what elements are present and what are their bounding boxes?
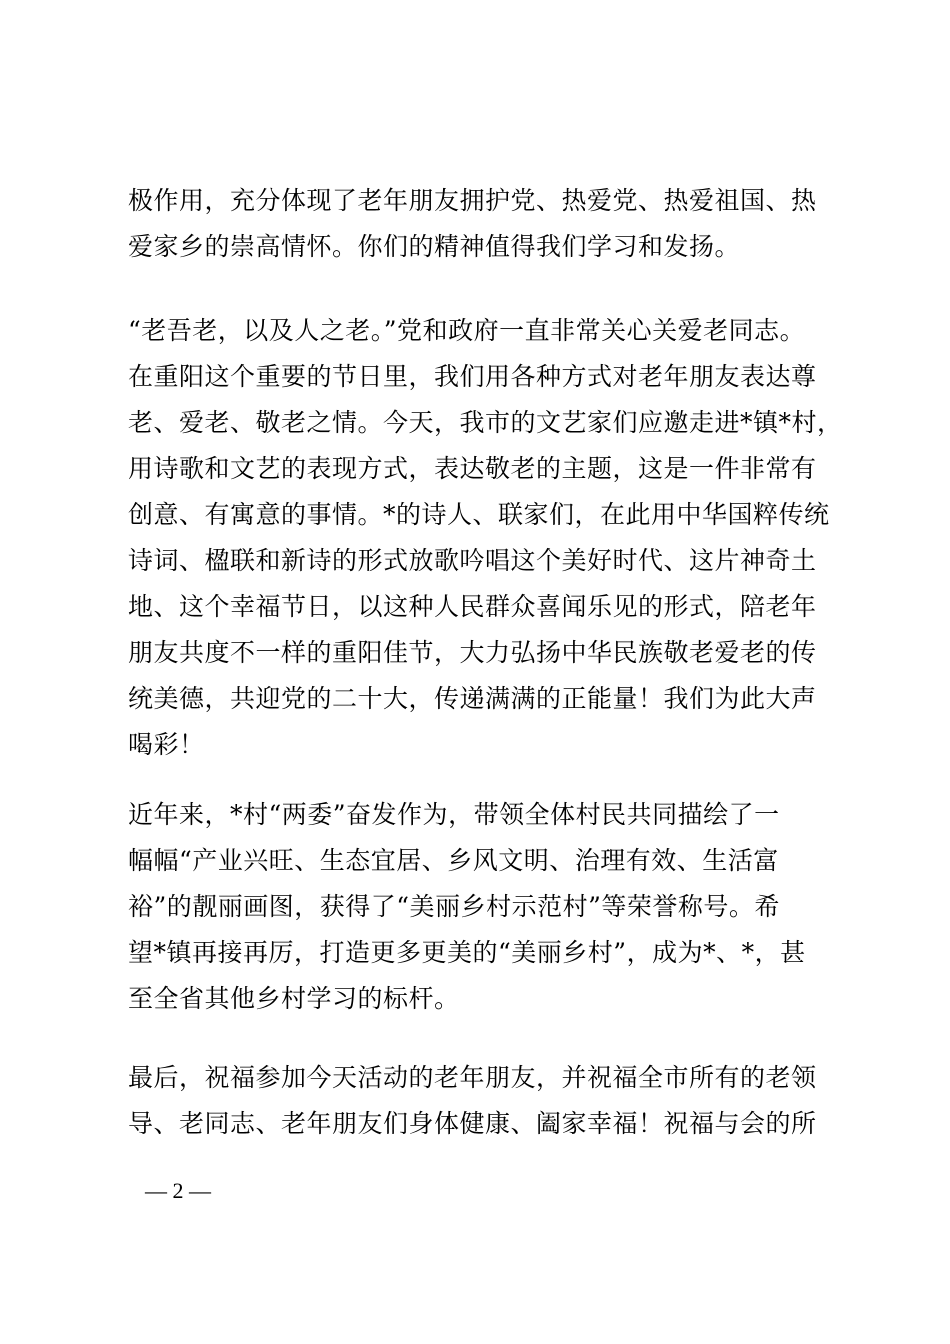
paragraph-3 (128, 792, 828, 1022)
text-line: 裕”的靓丽画图，获得了“美丽乡村示范村”等荣誉称号。希 (128, 892, 780, 921)
text-line: 老、爱老、敬老之情。今天，我市的文艺家们应邀走进*镇*村， (128, 408, 843, 437)
paragraph-4 (128, 1055, 828, 1147)
text-line: 统美德，共迎党的二十大，传递满满的正能量！我们为此大声 (128, 684, 817, 713)
text-line: 幅幅“产业兴旺、生态宜居、乡风文明、治理有效、生活富 (128, 846, 779, 875)
text-line: 创意、有寓意的事情。*的诗人、联家们，在此用中华国粹传统 (128, 500, 830, 529)
paragraph-2 (128, 308, 843, 768)
text-line: 喝彩！ (128, 730, 205, 759)
paragraph-1 (128, 178, 828, 270)
text-line: 至全省其他乡村学习的标杆。 (128, 984, 460, 1013)
text-line: 爱家乡的崇高情怀。你们的精神值得我们学习和发扬。 (128, 232, 741, 261)
text-line: 用诗歌和文艺的表现方式，表达敬老的主题，这是一件非常有 (128, 454, 817, 483)
text-line: 地、这个幸福节日，以这种人民群众喜闻乐见的形式，陪老年 (128, 592, 817, 621)
text-line: 诗词、楹联和新诗的形式放歌吟唱这个美好时代、这片神奇土 (128, 546, 817, 575)
text-line: 在重阳这个重要的节日里，我们用各种方式对老年朋友表达尊 (128, 362, 817, 391)
text-line: 朋友共度不一样的重阳佳节，大力弘扬中华民族敬老爱老的传 (128, 638, 817, 667)
text-line: 望*镇再接再厉，打造更多更美的“美丽乡村”，成为*、*，甚 (128, 938, 806, 967)
text-line: 极作用，充分体现了老年朋友拥护党、热爱党、热爱祖国、热 (128, 186, 817, 215)
text-line: 最后，祝福参加今天活动的老年朋友，并祝福全市所有的老领 (128, 1063, 817, 1092)
text-line: “老吾老，以及人之老。”党和政府一直非常关心关爱老同志。 (128, 316, 806, 345)
text-line: 导、老同志、老年朋友们身体健康、阖家幸福！祝福与会的所 (128, 1109, 817, 1138)
page-number: — 2 — (145, 1178, 211, 1203)
text-line: 近年来，*村“两委”奋发作为，带领全体村民共同描绘了一 (128, 800, 780, 829)
